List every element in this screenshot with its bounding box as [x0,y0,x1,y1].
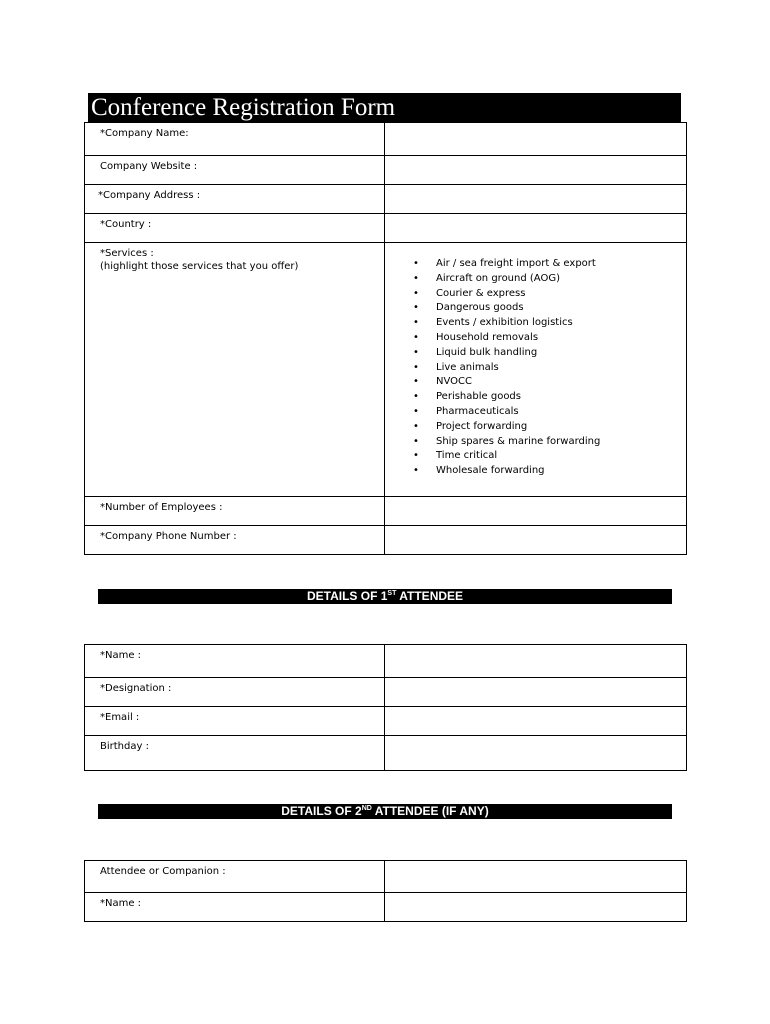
service-label: Air / sea freight import & export [436,258,596,269]
service-item [385,287,686,302]
attendee2-heading: DETAILS OF 2ND ATTENDEE (IF ANY) [98,804,672,819]
service-label: Ship spares & marine forwarding [436,435,601,447]
form-title: Conference Registration Form [88,93,681,122]
service-item [385,361,686,376]
bullet-icon: • [413,258,419,269]
service-item [385,257,686,272]
attendee1-name-field[interactable] [385,645,687,678]
company-details-table [84,122,687,555]
service-item [385,420,686,435]
bullet-icon: • [413,287,419,299]
services-label-cell [85,243,385,497]
services-hint: (highlight those services that you offer) [100,261,299,272]
service-label: Perishable goods [436,391,521,403]
company-address-label: *Company Address : [85,185,385,214]
attendee1-birthday-label: Birthday : [85,736,385,771]
service-item [385,316,686,331]
attendee2-name-label: *Name : [85,893,385,922]
service-item [385,346,686,361]
service-label: Events / exhibition logistics [436,317,573,329]
service-label: Project forwarding [436,420,528,432]
service-label: Aircraft on ground (AOG) [436,272,560,284]
service-label: Wholesale forwarding [436,465,545,477]
attendee1-email-field[interactable] [385,707,687,736]
company-website-field[interactable] [385,156,687,185]
country-field[interactable] [385,214,687,243]
services-label: *Services : [100,248,154,259]
bullet-icon: • [413,450,419,462]
attendee1-name-label: *Name : [85,645,385,678]
bullet-icon: • [413,391,419,403]
employees-field[interactable] [385,497,687,526]
service-label: Dangerous goods [436,302,524,314]
service-item [385,435,686,450]
bullet-icon: • [413,346,419,358]
attendee1-designation-field[interactable] [385,678,687,707]
service-item [385,464,686,479]
bullet-icon: • [413,420,419,432]
services-list [385,243,686,479]
company-address-field[interactable] [385,185,687,214]
country-label: *Country : [85,214,385,243]
attendee2-table [84,860,687,922]
bullet-icon: • [413,331,419,343]
company-name-field[interactable] [385,123,687,156]
attendee1-designation-label: *Designation : [85,678,385,707]
bullet-icon: • [413,465,419,477]
service-label: Time critical [436,450,498,462]
services-field[interactable] [385,243,687,497]
service-item [385,390,686,405]
attendee2-name-field[interactable] [385,893,687,922]
service-item [385,449,686,464]
attendee1-email-label: *Email : [85,707,385,736]
bullet-icon: • [413,317,419,329]
attendee1-heading: DETAILS OF 1ST ATTENDEE [98,589,672,604]
service-label: NVOCC [436,376,472,388]
service-label: Live animals [436,361,499,373]
service-label: Liquid bulk handling [436,346,538,358]
service-item [385,405,686,420]
bullet-icon: • [413,302,419,314]
companion-label: Attendee or Companion : [85,861,385,893]
service-label: Pharmaceuticals [436,405,519,417]
employees-label: *Number of Employees : [85,497,385,526]
attendee1-birthday-field[interactable] [385,736,687,771]
bullet-icon: • [413,405,419,417]
service-label: Household removals [436,331,539,343]
service-item [385,375,686,390]
company-phone-label: *Company Phone Number : [85,526,385,555]
bullet-icon: • [413,435,419,447]
company-phone-field[interactable] [385,526,687,555]
company-name-label: *Company Name: [85,123,385,156]
bullet-icon: • [413,361,419,373]
service-item [385,272,686,287]
company-website-label: Company Website : [85,156,385,185]
service-item [385,331,686,346]
bullet-icon: • [413,272,419,284]
bullet-icon: • [413,376,419,388]
companion-field[interactable] [385,861,687,893]
attendee1-table [84,644,687,771]
service-label: Courier & express [436,287,526,299]
service-item [385,301,686,316]
